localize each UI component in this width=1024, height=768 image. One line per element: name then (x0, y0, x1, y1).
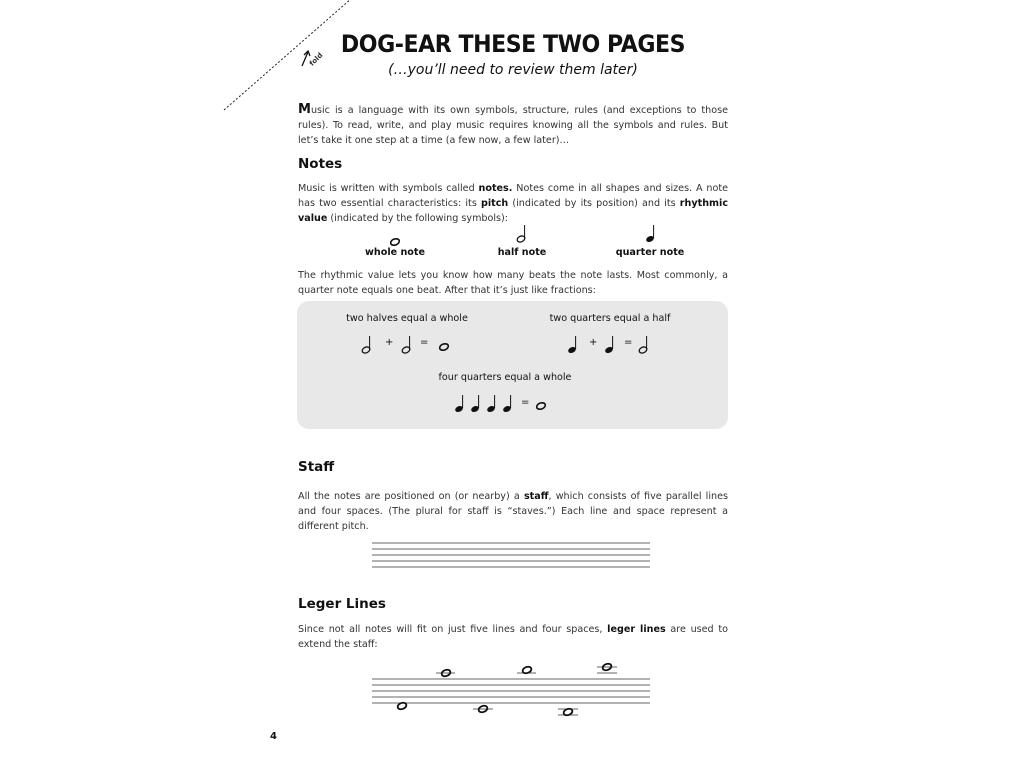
term-rhythmic-value: rhythmic value (298, 198, 728, 224)
half-note-label: half note (497, 247, 547, 258)
page-subtitle: (…you’ll need to review them later) (388, 62, 638, 78)
fold-label: fold (308, 51, 325, 68)
notes-heading: Notes (298, 156, 343, 172)
whole-note-label: whole note (365, 247, 425, 258)
caption-halves: two halves equal a whole (346, 313, 468, 324)
term-notes: notes. (478, 183, 513, 194)
page-title: DOG-EAR THESE TWO PAGES (340, 30, 686, 58)
text-run: are used to extend the staff: (298, 624, 728, 650)
term-staff: staff (523, 491, 549, 502)
intro-text: usic is a language with its own symbols, structure, rules (and exceptions to those rules). To read, write, and play music requires knowing all the symbols and rules. But let’s take it one step at a time (a few now, a few later)… (298, 105, 728, 146)
text-run: (indicated by its position) and its (508, 198, 680, 209)
equals-sign: = (624, 337, 633, 348)
leger-lines-heading: Leger Lines (298, 596, 386, 612)
page-number: 4 (270, 731, 277, 742)
rhythm-paragraph: The rhythmic value lets you know how many beats the note lasts. Most commonly, a quarter note equals one beat. After that it’s just like fractions: (298, 270, 728, 296)
equals-sign: = (420, 337, 429, 348)
plus-sign: + (589, 337, 598, 348)
plus-sign: + (385, 337, 394, 348)
dropcap: M (298, 102, 311, 117)
text-run: (indicated by the following symbols): (327, 213, 509, 224)
staff-heading: Staff (298, 459, 335, 475)
text-run: Music is written with symbols called (298, 183, 479, 194)
term-pitch: pitch (480, 198, 509, 209)
quarter-note-label: quarter note (615, 247, 685, 258)
text-run: Since not all notes will fit on just five lines and four spaces, (298, 624, 608, 635)
caption-quarters-whole: four quarters equal a whole (438, 372, 572, 383)
text-run: Notes come in all shapes and sizes. A note has two essential characteristics: its (298, 183, 729, 209)
text-run: All the notes are positioned on (or nearby) a (298, 491, 524, 502)
term-leger-lines: leger lines (607, 624, 666, 635)
equals-sign: = (521, 397, 530, 408)
text-run: , which consists of five parallel lines and four spaces. (The plural for staff is “staves.”) Each line and space represent a different pitch. (298, 491, 728, 532)
caption-quarters-half: two quarters equal a half (549, 313, 671, 324)
